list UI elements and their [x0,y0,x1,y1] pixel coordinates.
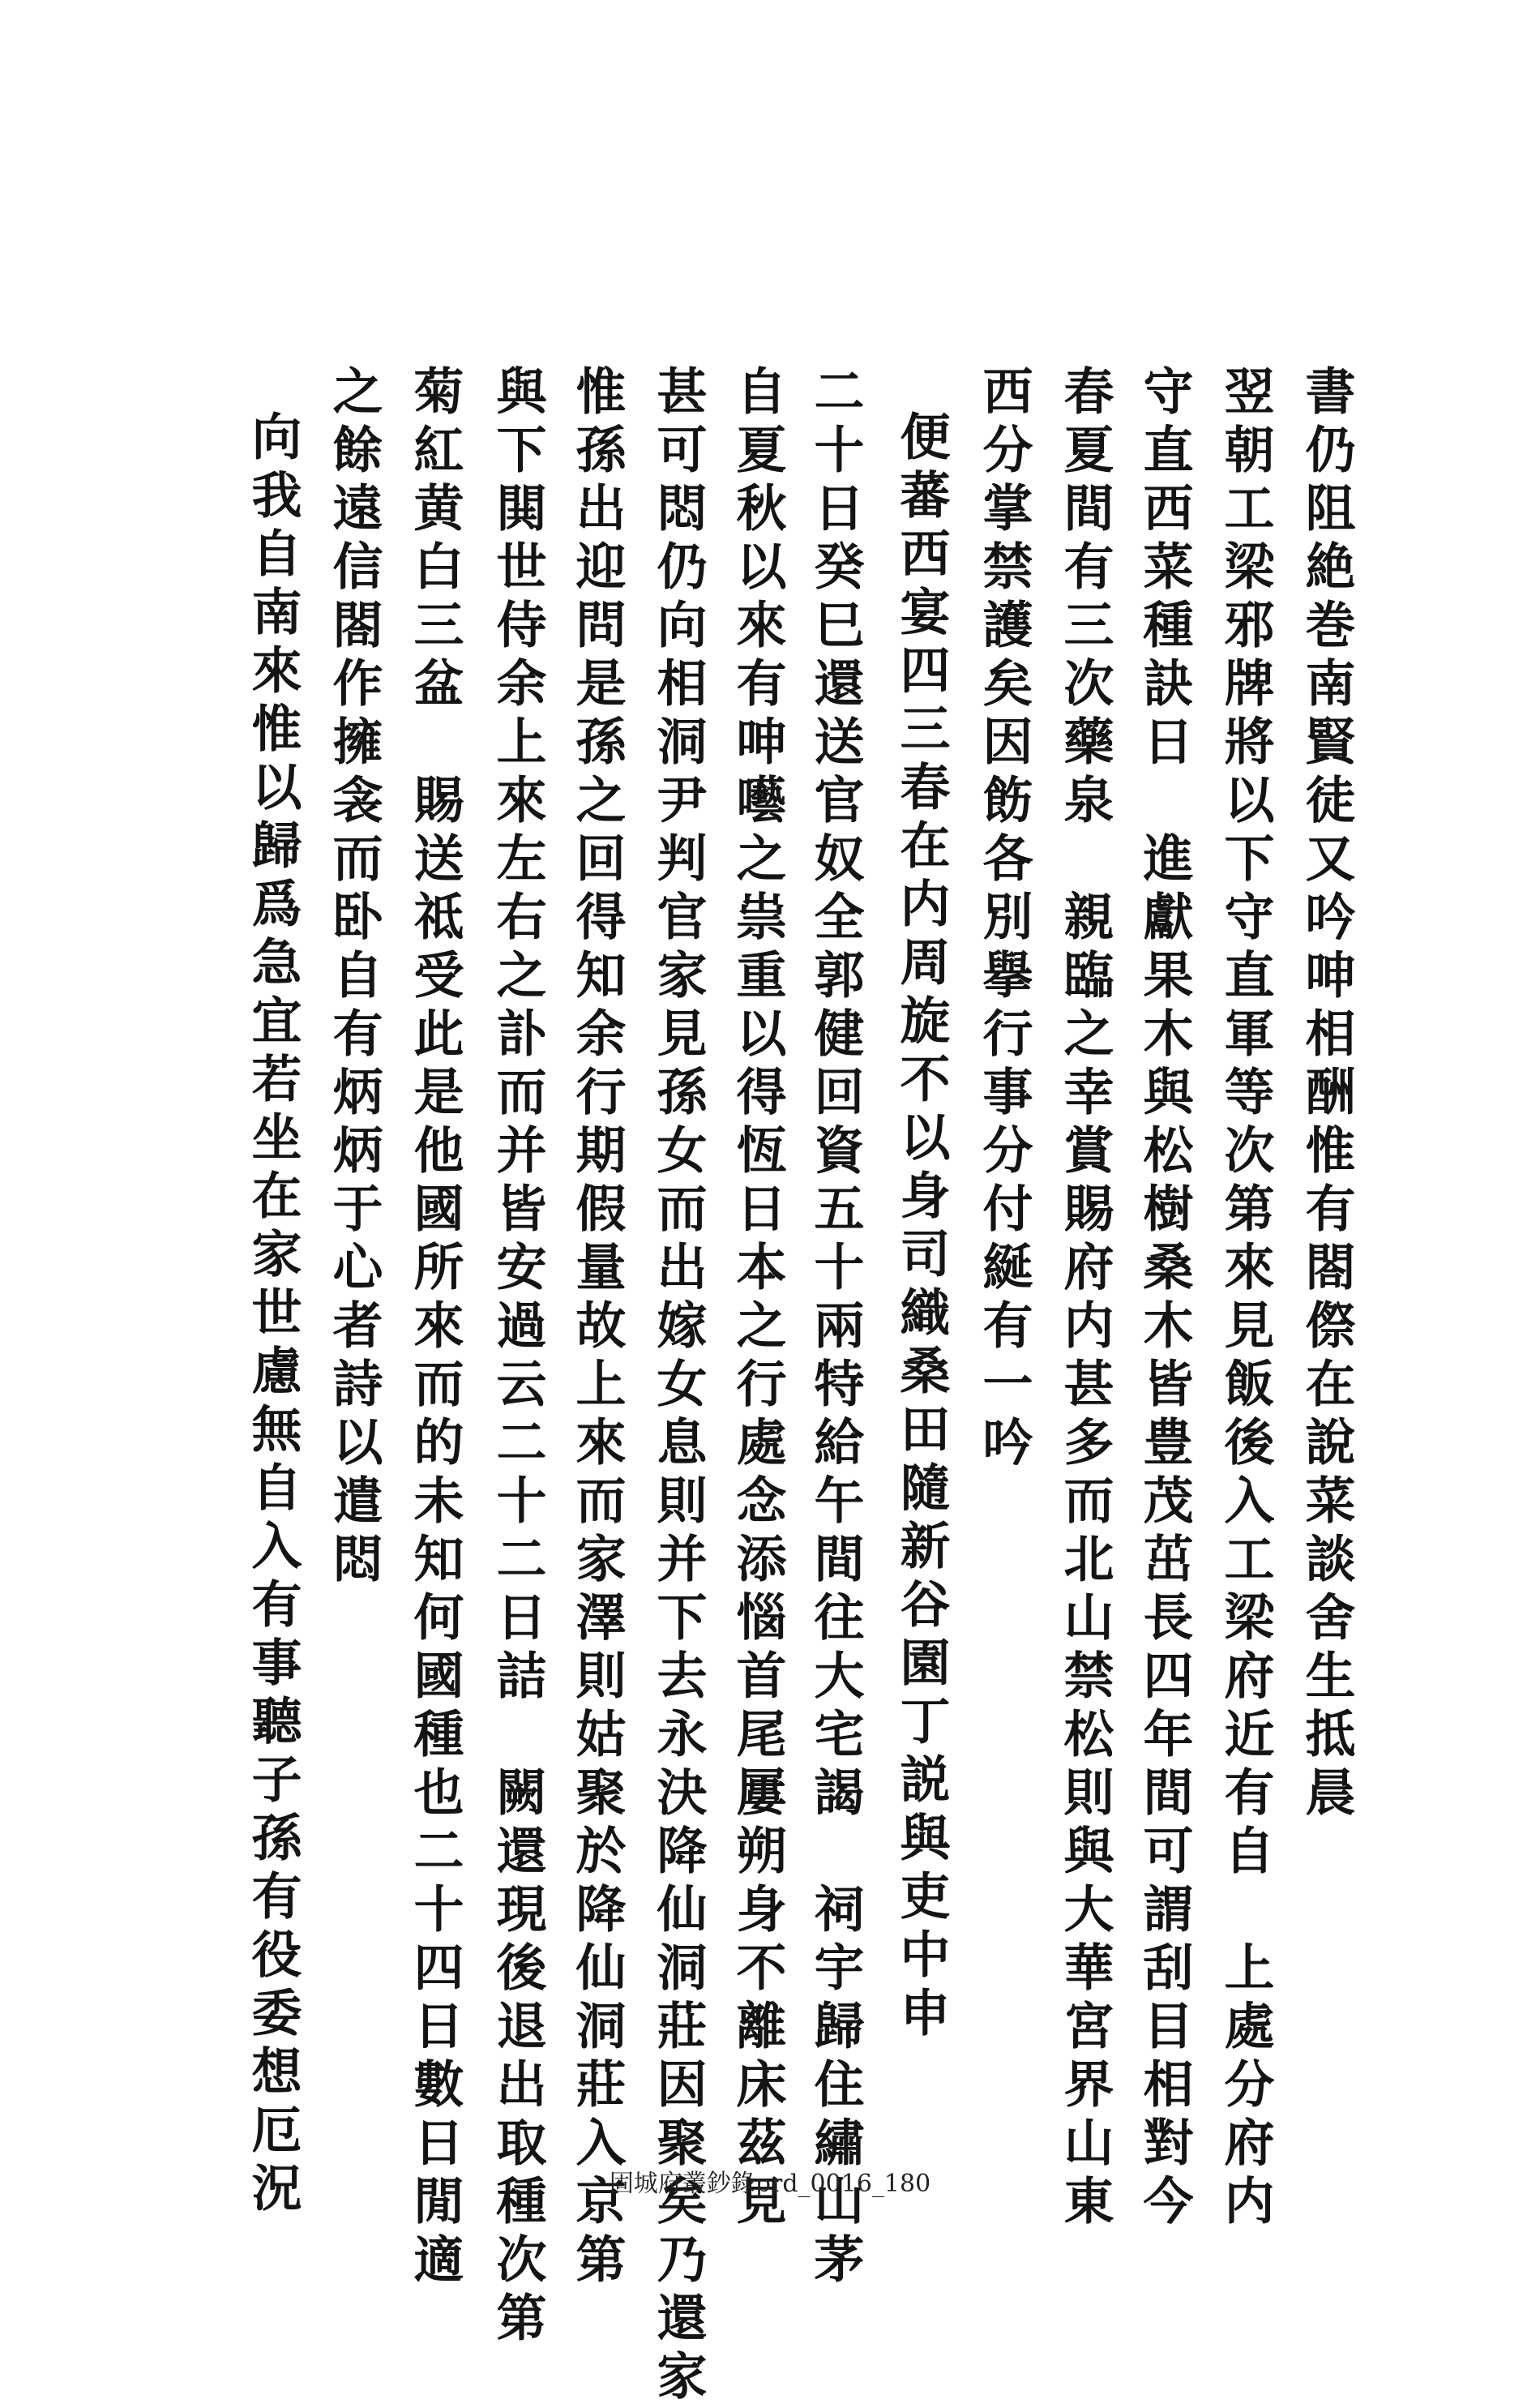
text-column-10: 惟孫出迎問是孫之回得知余行期假量故上來而家澤則姑聚於降仙洞莊入京第 [567,365,627,2291]
text-column-7: 二十日癸巳還送官奴全郭健回資五十兩特給午間往大宅謁 祠宇歸住繡山茅 [806,365,865,2291]
text-column-14: 向我自南來惟以歸爲急宜若坐在家世慮無自入有事聽子孫有役委想厄況 [243,410,302,2220]
text-column-12: 菊紅黄白三盆 賜送祗受此是他國所來而的未知何國種也二十四日數日閒適 [405,365,464,2291]
text-column-4: 春夏間有三次藥泉 親臨之幸賞賜府内甚多而北山禁松則與大華宮界山東 [1055,365,1114,2233]
text-column-2: 翌朝工梁邪牌將以下守直軍等次第來見飯後入工梁府近有自 上處分府内 [1216,365,1275,2233]
text-column-3: 守直西菜種訣日 進獻果木與松樹桑木皆豊茂茁長四年間可謂刮目相對今 [1135,365,1194,2233]
text-column-8: 自夏秋以來有呻囈之祟重以得恆日本之行處念添惱首尾屢朔身不離床茲見 [728,365,787,2233]
text-column-1: 書仍阻絶巻南賢徒又吟呻相酬惟有閤傺在說菜談舍生抵晨 [1297,365,1356,1824]
text-column-13: 之餘遠信閤作擁衾而卧自有炳炳于心者詩以遣悶 [324,365,383,1591]
text-column-9: 甚可悶仍向相洞尹判官家見孫女而出嫁女息則并下去永決降仙洞莊因聚矣乃還家 [648,365,708,2408]
text-column-6: 便蕃西宴四三春在内周旋不以身司織桑田隨新谷園丁説與吏中申 [892,410,951,2045]
text-column-11: 與下閧世侍余上來左右之訃而并皆安過云二十二日詰 闕還現後退出取種次第 [488,365,547,2350]
text-column-5: 西分掌禁護矣因飭各別擧行事分付綖有一吟 [974,365,1033,1474]
page-caption: 固城府叢鈔錄prd_0016_180 [609,2170,931,2198]
